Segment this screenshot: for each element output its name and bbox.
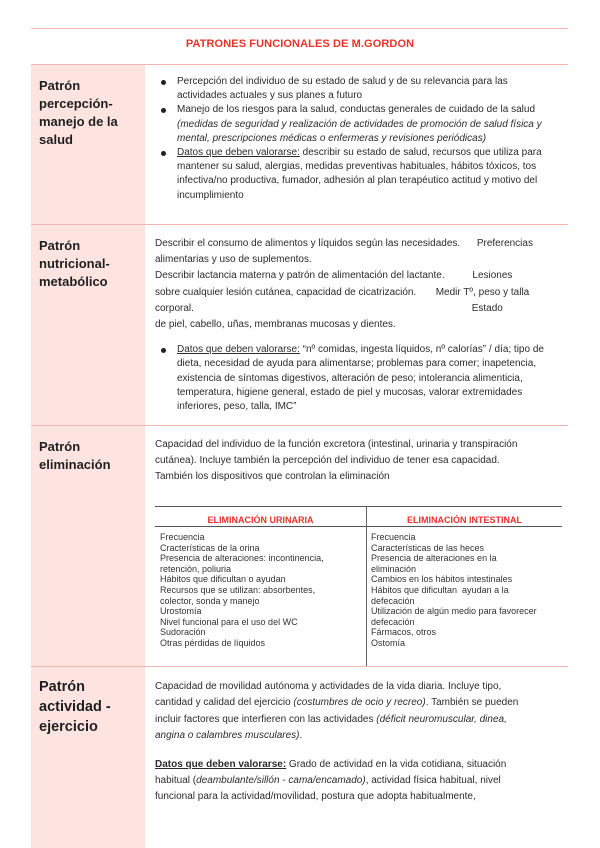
label-line: actividad - bbox=[39, 699, 111, 715]
table-column-intestinal bbox=[371, 532, 537, 649]
table-header-intestinal: ELIMINACIÓN INTESTINAL bbox=[407, 515, 522, 525]
table-cell: eliminación bbox=[371, 563, 417, 574]
text-line: corporal. Estado bbox=[155, 302, 503, 314]
bullet-item: Manejo de los riesgos para la salud, conductas generales de cuidado de la salud (medidas de seguridad y realización de actividades de promoción de salud física y mental, prescripciones médicas o enfermeras y revisiones periódicas) bbox=[177, 103, 560, 146]
table-cell: Presencia de alteraciones: incontinencia, bbox=[160, 553, 324, 564]
table-cell: Frecuencia bbox=[160, 532, 205, 542]
table-cell: Otras pérdidas de líquidos bbox=[160, 637, 266, 648]
section-label bbox=[31, 667, 145, 848]
text-line: Describir lactancia materna y patrón de alimentación del lactante. Lesiones bbox=[155, 270, 513, 282]
table-cell: Fármacos, otros bbox=[371, 627, 437, 638]
section-label bbox=[31, 65, 145, 224]
top-rule bbox=[31, 28, 568, 29]
table-cell: Cambios en los hábitos intestinales bbox=[371, 574, 513, 585]
table-cell: Cracterísticas de la orina bbox=[160, 542, 260, 553]
label-line: nutricional- bbox=[39, 256, 110, 271]
label-line: eliminación bbox=[39, 457, 111, 472]
text-line: incluir factores que interfieren con las actividades (déficit neuromuscular, dinea, bbox=[155, 713, 507, 725]
table-cell: Frecuencia bbox=[371, 532, 416, 542]
text-line: funcional para la actividad/movilidad, postura que adopta habitualmente, bbox=[155, 791, 476, 803]
label-line: salud bbox=[39, 132, 73, 147]
text-line: Describir el consumo de alimentos y líquidos según las necesidades. Preferencias bbox=[155, 238, 533, 249]
table-cell: Ostomía bbox=[371, 637, 406, 648]
table-cell: Hábitos que dificultan o ayudan bbox=[160, 574, 286, 585]
section-nutricional-metabolico bbox=[31, 225, 568, 425]
table-cell: Presencia de alteraciones en la bbox=[371, 553, 497, 564]
label-line: ejercicio bbox=[39, 719, 98, 735]
table-header-urinaria: ELIMINACIÓN URINARIA bbox=[207, 515, 314, 525]
text-line: alimentarias y uso de suplementos. bbox=[155, 254, 312, 266]
label-line: Patrón bbox=[39, 238, 81, 253]
table-cell: Nivel funcional para el uso del WC bbox=[160, 616, 298, 627]
table-cell: Características de las heces bbox=[371, 542, 485, 553]
text-line: Capacidad de movilidad autónoma y actividades de la vida diaria. Incluye tipo, bbox=[155, 681, 502, 692]
table-column-divider bbox=[366, 506, 367, 666]
bullet-item: Datos que deben valorarse: describir su estado de salud, recursos que utiliza para mantener su salud, alergias, medidas preventivas habituales, hábitos tóxicos, tos infectiva/no productiva, fumador, adhesión al plan terapéutico actitud y motivo del incumplimiento bbox=[177, 146, 560, 203]
text-line: cutánea). Incluye también la percepción del individuo de tener esa capacidad. bbox=[155, 455, 500, 467]
table-cell: retención, poliuria bbox=[160, 563, 232, 574]
label-line: Patrón bbox=[39, 78, 81, 93]
table-cell: colector, sonda y manejo bbox=[160, 595, 260, 606]
section-percepcion-manejo-salud bbox=[31, 65, 568, 224]
bullet-item: Datos que deben valorarse: “nº comidas, ingesta líquidos, nº calorías” / día; tipo de dieta, necesidad de ayuda para alimentarse; problemas para comer; inapetencia, existencia de síntomas digestivos, alteración de peso; intolerancia alimenticia, temperatura, higiene general, estado de piel y mucosas, valorar extremidades inferiores, peso, talla, IMC” bbox=[177, 343, 560, 414]
bullet-item: Percepción del individuo de su estado de salud y de su relevancia para las actividades actuales y sus planes a futuro bbox=[177, 75, 560, 103]
text-line: angina o calambres musculares). bbox=[155, 730, 303, 742]
table-rule bbox=[155, 506, 562, 507]
section-eliminacion bbox=[31, 426, 568, 666]
text-line: habitual (deambulante/sillón - cama/encamado), actividad física habitual, nivel bbox=[155, 775, 501, 787]
table-cell: Urostomía bbox=[160, 606, 202, 617]
label-line: metabólico bbox=[39, 274, 108, 289]
section-content bbox=[155, 75, 560, 224]
section-content bbox=[155, 679, 560, 848]
text-line: Datos que deben valorarse: Grado de actividad en la vida cotidiana, situación bbox=[155, 758, 507, 770]
table-cell: defecación bbox=[371, 616, 415, 627]
label-line: Patrón bbox=[39, 679, 85, 695]
text-line: cantidad y calidad del ejercicio (costumbres de ocio y recreo). También se pueden bbox=[155, 697, 519, 709]
elimination-table bbox=[155, 506, 562, 666]
text-line: Capacidad del individuo de la función excretora (intestinal, urinaria y transpiración bbox=[155, 439, 518, 450]
page-title: PATRONES FUNCIONALES DE M.GORDON bbox=[185, 38, 415, 50]
section-actividad-ejercicio bbox=[31, 667, 568, 848]
section-content bbox=[155, 236, 560, 425]
label-line: manejo de la bbox=[39, 114, 118, 129]
table-column-urinaria bbox=[160, 532, 324, 649]
table-cell: Recursos que se utilizan: absorbentes, bbox=[160, 584, 316, 595]
text-line: sobre cualquier lesión cutánea, capacidad de cicatrización. Medir Tº, peso y talla bbox=[155, 286, 530, 298]
label-line: Patrón bbox=[39, 439, 81, 454]
label-line: percepción- bbox=[39, 96, 113, 111]
text-line: También los dispositivos que controlan la eliminación bbox=[155, 471, 390, 483]
section-content bbox=[155, 437, 560, 666]
text-line: de piel, cabello, uñas, membranas mucosas y dientes. bbox=[155, 319, 396, 331]
table-cell: Hábitos que dificultan ayudan a la bbox=[371, 584, 509, 595]
section-label bbox=[31, 225, 145, 425]
section-label bbox=[31, 426, 145, 666]
table-cell: Sudoración bbox=[160, 627, 206, 638]
table-cell: Utilización de algún medio para favorecer bbox=[371, 606, 537, 617]
table-cell: defecación bbox=[371, 595, 415, 606]
